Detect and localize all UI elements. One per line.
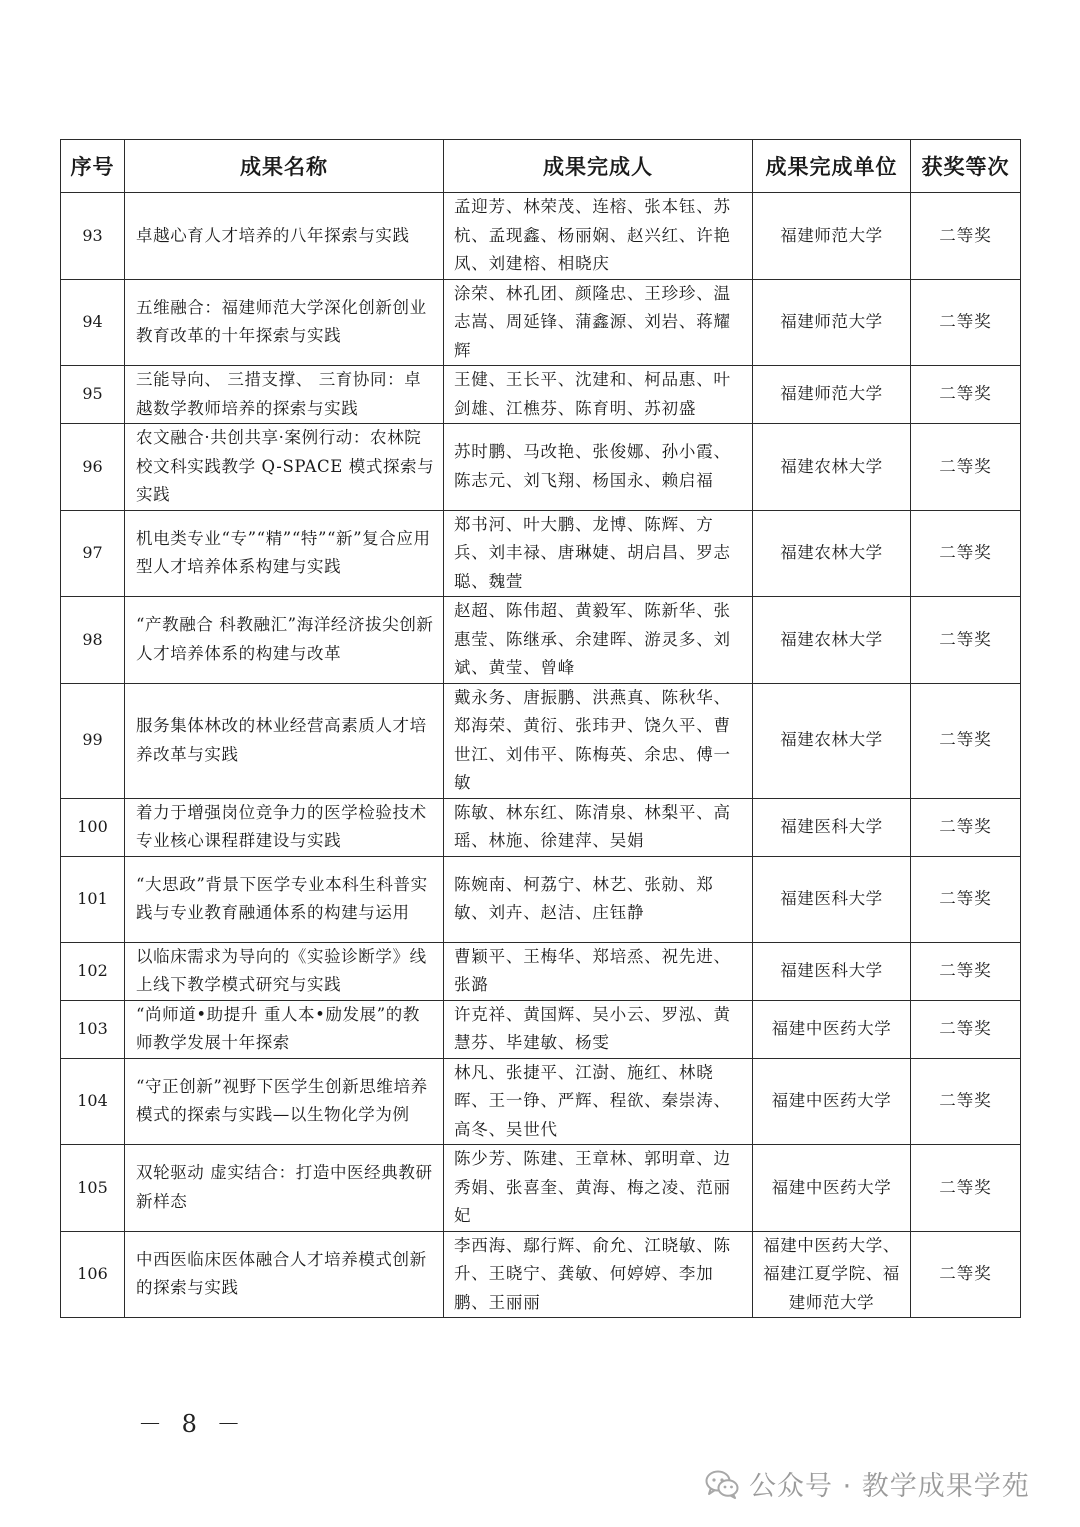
completing-unit: 福建中医药大学 <box>753 1058 911 1145</box>
row-number: 104 <box>61 1058 125 1145</box>
award-level: 二等奖 <box>911 1145 1021 1232</box>
achievement-name: “大思政”背景下医学专业本科生科普实践与专业教育融通体系的构建与运用 <box>125 856 444 942</box>
completing-unit: 福建医科大学 <box>753 942 911 1000</box>
completing-unit: 福建中医药大学 <box>753 1000 911 1058</box>
row-number: 97 <box>61 510 125 597</box>
award-level: 二等奖 <box>911 942 1021 1000</box>
completing-unit: 福建医科大学 <box>753 798 911 856</box>
achievement-name: 五维融合：福建师范大学深化创新创业教育改革的十年探索与实践 <box>125 279 444 366</box>
header-unit: 成果完成单位 <box>753 140 911 193</box>
table-row <box>61 193 1021 280</box>
header-name: 成果名称 <box>125 140 444 193</box>
achievement-name: 服务集体林改的林业经营高素质人才培养改革与实践 <box>125 683 444 798</box>
award-level: 二等奖 <box>911 193 1021 280</box>
header-no: 序号 <box>61 140 125 193</box>
award-level: 二等奖 <box>911 856 1021 942</box>
row-number: 96 <box>61 424 125 511</box>
row-number: 102 <box>61 942 125 1000</box>
table-row <box>61 942 1021 1000</box>
completing-unit: 福建农林大学 <box>753 510 911 597</box>
achievement-name: “守正创新”视野下医学生创新思维培养模式的探索与实践—以生物化学为例 <box>125 1058 444 1145</box>
row-number: 106 <box>61 1231 125 1318</box>
row-number: 100 <box>61 798 125 856</box>
completers: 孟迎芳、林荣茂、连榕、张本钰、苏杭、孟现鑫、杨丽娴、赵兴红、许艳凤、刘建榕、相晓庆 <box>444 193 753 280</box>
table-row <box>61 1145 1021 1232</box>
table-row <box>61 1000 1021 1058</box>
completers: 陈敏、林东红、陈清泉、林梨平、高瑶、林施、徐建萍、吴娟 <box>444 798 753 856</box>
table-row <box>61 1231 1021 1318</box>
table-row <box>61 683 1021 798</box>
award-table <box>60 139 1021 1318</box>
achievement-name: 农文融合·共创共享·案例行动：农林院校文科实践教学 Q-SPACE 模式探索与实践 <box>125 424 444 511</box>
row-number: 95 <box>61 366 125 424</box>
achievement-name: 三能导向、 三措支撑、 三育协同：卓越数学教师培养的探索与实践 <box>125 366 444 424</box>
award-level: 二等奖 <box>911 366 1021 424</box>
header-people: 成果完成人 <box>444 140 753 193</box>
row-number: 105 <box>61 1145 125 1232</box>
row-number: 99 <box>61 683 125 798</box>
row-number: 103 <box>61 1000 125 1058</box>
completers: 王健、王长平、沈建和、柯品惠、叶剑雄、江樵芬、陈育明、苏初盛 <box>444 366 753 424</box>
completing-unit: 福建农林大学 <box>753 683 911 798</box>
completing-unit: 福建农林大学 <box>753 424 911 511</box>
completers: 郑书河、叶大鹏、龙博、陈辉、方兵、刘丰禄、唐琳婕、胡启昌、罗志聪、魏萱 <box>444 510 753 597</box>
row-number: 94 <box>61 279 125 366</box>
achievement-name: “产教融合 科教融汇”海洋经济拔尖创新人才培养体系的构建与改革 <box>125 597 444 684</box>
watermark-text: 公众号 · 教学成果学苑 <box>749 1471 1030 1502</box>
achievement-name: 卓越心育人才培养的八年探索与实践 <box>125 193 444 280</box>
completing-unit: 福建中医药大学、福建江夏学院、福建师范大学 <box>753 1231 911 1318</box>
table-row <box>61 1058 1021 1145</box>
award-level: 二等奖 <box>911 1058 1021 1145</box>
completers: 苏时鹏、马改艳、张俊娜、孙小霞、陈志元、刘飞翔、杨国永、赖启福 <box>444 424 753 511</box>
award-level: 二等奖 <box>911 510 1021 597</box>
achievement-name: 中西医临床医体融合人才培养模式创新的探索与实践 <box>125 1231 444 1318</box>
completers: 赵超、陈伟超、黄毅军、陈新华、张惠莹、陈继承、余建晖、游灵多、刘斌、黄莹、曾峰 <box>444 597 753 684</box>
award-level: 二等奖 <box>911 597 1021 684</box>
header-level: 获奖等次 <box>911 140 1021 193</box>
achievement-name: 机电类专业“专”“精”“特”“新”复合应用型人才培养体系构建与实践 <box>125 510 444 597</box>
page-number: － 8 － <box>138 1410 247 1438</box>
achievement-name: 以临床需求为导向的《实验诊断学》线上线下教学模式研究与实践 <box>125 942 444 1000</box>
achievement-name: 着力于增强岗位竞争力的医学检验技术专业核心课程群建设与实践 <box>125 798 444 856</box>
award-level: 二等奖 <box>911 683 1021 798</box>
award-level: 二等奖 <box>911 1231 1021 1318</box>
table-row <box>61 597 1021 684</box>
completers: 许克祥、黄国辉、吴小云、罗泓、黄慧芬、毕建敏、杨雯 <box>444 1000 753 1058</box>
row-number: 98 <box>61 597 125 684</box>
achievement-name: 双轮驱动 虚实结合：打造中医经典教研新样态 <box>125 1145 444 1232</box>
completing-unit: 福建师范大学 <box>753 193 911 280</box>
row-number: 101 <box>61 856 125 942</box>
completing-unit: 福建中医药大学 <box>753 1145 911 1232</box>
completing-unit: 福建医科大学 <box>753 856 911 942</box>
completers: 林凡、张捷平、江澍、施红、林晓晖、王一铮、严辉、程欲、秦崇涛、高冬、吴世代 <box>444 1058 753 1145</box>
table-row <box>61 798 1021 856</box>
completers: 涂荣、林孔团、颜隆忠、王珍珍、温志嵩、周延锋、蒲鑫源、刘岩、蒋耀辉 <box>444 279 753 366</box>
table-row <box>61 510 1021 597</box>
table-row <box>61 279 1021 366</box>
completing-unit: 福建师范大学 <box>753 366 911 424</box>
completers: 李西海、鄢行辉、俞允、江晓敏、陈升、王晓宁、龚敏、何婷婷、李加鹏、王丽丽 <box>444 1231 753 1318</box>
table-header-row <box>61 140 1021 193</box>
watermark <box>705 1464 1030 1503</box>
table-row <box>61 856 1021 942</box>
completing-unit: 福建师范大学 <box>753 279 911 366</box>
completing-unit: 福建农林大学 <box>753 597 911 684</box>
achievement-name: “尚师道•助提升 重人本•励发展”的教师教学发展十年探索 <box>125 1000 444 1058</box>
award-level: 二等奖 <box>911 1000 1021 1058</box>
completers: 陈婉南、柯荔宁、林艺、张勍、郑敏、刘卉、赵洁、庄钰静 <box>444 856 753 942</box>
award-level: 二等奖 <box>911 279 1021 366</box>
completers: 戴永务、唐振鹏、洪燕真、陈秋华、郑海荣、黄衍、张玮尹、饶久平、曹世江、刘伟平、陈梅英、余忠、傅一敏 <box>444 683 753 798</box>
award-level: 二等奖 <box>911 424 1021 511</box>
award-level: 二等奖 <box>911 798 1021 856</box>
wechat-icon <box>705 1469 739 1499</box>
completers: 曹颖平、王梅华、郑培烝、祝先进、张潞 <box>444 942 753 1000</box>
table-row <box>61 366 1021 424</box>
completers: 陈少芳、陈建、王章林、郭明章、边秀娟、张喜奎、黄海、梅之凌、范丽妃 <box>444 1145 753 1232</box>
row-number: 93 <box>61 193 125 280</box>
table-row <box>61 424 1021 511</box>
